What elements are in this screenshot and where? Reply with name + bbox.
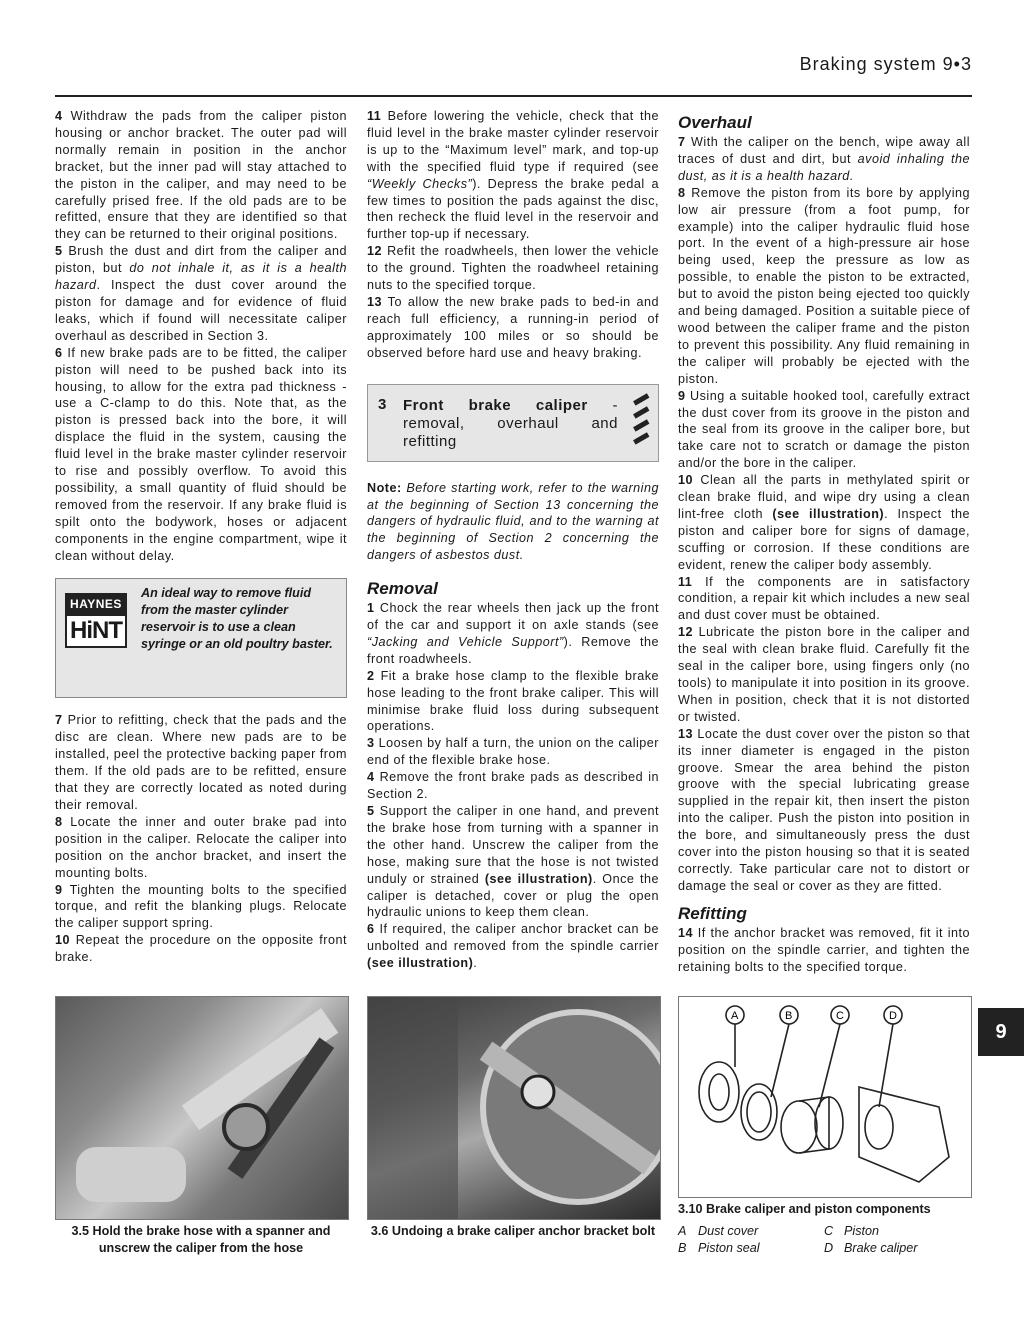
overhaul-step-10: 10 Clean all the parts in methylated spirit or clean brake fluid, and wipe dry using a clean lint-free cloth (see illustration). Inspect the piston and caliper bore for signs of damage, scuffing or corrosion. If these conditions are evident, renew the caliper body assembly. xyxy=(678,473,971,572)
removal-step-6: 6 If required, the caliper anchor bracket can be unbolted and removed from the spindle carrier (see illustration). xyxy=(367,922,660,971)
label-c: C xyxy=(836,1010,844,1022)
legend-item: A Dust cover xyxy=(678,1224,759,1238)
step-11: 11 Before lowering the vehicle, check that the fluid level in the brake master cylinder reservoir is up to the “Maximum level” mark, and top-up with the specified fluid type if required (see “Weekly Checks”). Depress the brake pedal a few times to position the pads against the disc, then recheck the fluid level in the reservoir and further top-up if necessary. xyxy=(367,109,660,242)
step-4: 4 Withdraw the pads from the caliper piston housing or anchor bracket. The outer pad will normally remain in position in the anchor bracket, but the inner pad will stay attached to the piston in the caliper, and may need to be carefully prised free. If the old pads are to be refitted, ensure that they are identified so that they can be returned to their original positions. xyxy=(55,109,347,242)
legend-row xyxy=(678,1240,970,1257)
removal-step-2: 2 Fit a brake hose clamp to the flexible brake hose leading to the front brake caliper. This will minimise brake fluid loss during subsequent operations. xyxy=(367,668,660,734)
difficulty-spanner-icon xyxy=(630,391,652,453)
figure-caption-3-6: 3.6 Undoing a brake caliper anchor bracket bolt xyxy=(370,1224,656,1238)
diagram-caliper-components xyxy=(678,996,972,1198)
label-a: A xyxy=(731,1010,739,1022)
hint-text: An ideal way to remove fluid from the master cylinder reservoir is to use a clean syringe or an old poultry baster. xyxy=(141,586,333,652)
column-2 xyxy=(367,108,659,972)
overhaul-step-9: 9 Using a suitable hooked tool, carefully extract the dust cover from its groove in the piston and the seal from its groove in the caliper bore, but take care not to scratch or damage the piston and/or the bore in the caliper. xyxy=(678,388,970,471)
haynes-hint-logo: HAYNES HiNT xyxy=(65,593,127,648)
section-title: Front brake caliper - removal, overhaul and refitting xyxy=(403,396,618,450)
overhaul-heading: Overhaul xyxy=(678,113,752,132)
photo-illustration xyxy=(56,997,348,1219)
figure-caption-3-5: 3.5 Hold the brake hose with a spanner and unscrew the caliper from the hose xyxy=(71,1224,331,1255)
refitting-step-14: 14 If the anchor bracket was removed, fit it into position on the spindle carrier, and tighten the retaining bolts to the specified torque. xyxy=(678,925,971,974)
overhaul-step-11: 11 If the components are in satisfactory condition, a repair kit which includes a new seal and dust cover must be obtained. xyxy=(678,574,970,623)
column-3 xyxy=(678,112,970,976)
haynes-hint-box xyxy=(55,578,347,698)
page-header-title: Braking system 9•3 xyxy=(799,54,972,74)
step-9: 9 Tighten the mounting bolts to the specified torque, and refit the blanking plugs. Relocate the caliper support spring. xyxy=(55,882,347,931)
overhaul-step-8: 8 Remove the piston from its bore by applying low air pressure (from a foot pump, for example) into the caliper hydraulic fluid hose port. In the event of a high-pressure air hose being used, keep the pressure as low as possible, to enable the piston to be extracted, but to avoid the piston being ejected too quickly and being damaged. Position a suitable piece of wood between the caliper frame and the piston to prevent this possibility. Any fluid remaining in the caliper will probably be ejected with the piston. xyxy=(678,185,971,386)
step-12: 12 Refit the roadwheels, then lower the vehicle to the ground. Tighten the roadwheel retaining nuts to the specified torque. xyxy=(367,244,660,293)
legend-item: D Brake caliper xyxy=(824,1241,918,1255)
step-10: 10 Repeat the procedure on the opposite front brake. xyxy=(55,933,348,965)
step-5: 5 Brush the dust and dirt from the caliper and piston, but do not inhale it, as it is a health hazard. Inspect the dust cover around the piston for damage and for evidence of fluid leaks, which if found will necessitate caliper overhaul as described in Section 3. xyxy=(55,244,348,343)
section-heading-box xyxy=(367,384,659,462)
photo-anchor-bracket-bolt xyxy=(367,996,661,1220)
section-number: 3 xyxy=(378,395,387,413)
removal-step-5: 5 Support the caliper in one hand, and prevent the brake hose from turning with a spanner in the other hand. Unscrew the caliper from the hose, making sure that the hose is not twisted unduly or strained (see illustration). Once the caliper is detached, cover or plug the open hydraulic unions to keep them clean. xyxy=(367,804,660,920)
legend-item: C Piston xyxy=(824,1224,880,1238)
components-diagram xyxy=(679,997,971,1197)
overhaul-step-12: 12 Lubricate the piston bore in the caliper and the seal with clean brake fluid. Carefully fit the seal in the caliper bore, using fingers only (no tools) to manipulate it into position in its groove. When in position, check that it is not distorted or twisted. xyxy=(678,625,971,724)
photo-illustration xyxy=(368,997,660,1219)
step-7: 7 Prior to refitting, check that the pads and the disc are clean. Where new pads are to be installed, peel the protective backing paper from them. If the old pads are to be refitted, ensure that they are correctly located as noted during their removal. xyxy=(55,713,348,812)
removal-step-4: 4 Remove the front brake pads as described in Section 2. xyxy=(367,770,659,802)
refitting-heading: Refitting xyxy=(678,903,747,923)
step-8: 8 Locate the inner and outer brake pad into position in the caliper. Relocate the caliper into position on the anchor bracket, and insert the mounting bolts. xyxy=(55,814,347,880)
removal-heading: Removal xyxy=(367,579,438,599)
step-6: 6 If new brake pads are to be fitted, the caliper piston will need to be pushed back into its housing, to allow for the extra pad thickness - use a C-clamp to do this. Note that, as the piston is pressed back into the bore, it will displace the fluid in the system, causing the fluid level in the brake master cylinder reservoir to rise and possibly overflow. To avoid this possibility, a small quantity of fluid should be removed from the reservoir. If any brake fluid is spilt onto the bodywork, hoses or adjacent components in the engine compartment, wipe it clean without delay. xyxy=(55,345,348,563)
chapter-tab: 9 xyxy=(978,1008,1024,1056)
figure-caption-3-10: 3.10 Brake caliper and piston components xyxy=(678,1202,931,1216)
header-rule xyxy=(55,95,972,97)
note: Note: Before starting work, refer to the warning at the beginning of Section 13 concerning the dangers of hydraulic fluid, and to the warning at the beginning of Section 2 concerning the dangers of asbestos dust. xyxy=(367,480,659,563)
legend-row xyxy=(678,1223,970,1240)
overhaul-step-13: 13 Locate the dust cover over the piston so that its inner diameter is engaged in the piston groove. Smear the area behind the piston groove with the special lubricating grease supplied in the repair kit, then insert the piston into the caliper. Push the piston into position in the bore, and simultaneously press the dust cover into the piston housing so that it is seated correctly. Take particular care not to distort or damage the seal or cover as they are fitted. xyxy=(678,726,970,893)
label-d: D xyxy=(889,1010,897,1022)
label-b: B xyxy=(785,1010,793,1022)
step-13: 13 To allow the new brake pads to bed-in and reach full efficiency, a running-in period of approximately 100 miles or so should be observed before hard use and heavy braking. xyxy=(367,294,659,360)
legend-item: B Piston seal xyxy=(678,1241,760,1255)
overhaul-step-7: 7 With the caliper on the bench, wipe away all traces of dust and dirt, but avoid inhaling the dust, as it is a health hazard. xyxy=(678,135,971,183)
photo-spanner-on-brake-hose xyxy=(55,996,349,1220)
figure-legend xyxy=(678,1223,970,1257)
removal-step-3: 3 Loosen by half a turn, the union on the caliper end of the flexible brake hose. xyxy=(367,736,660,768)
column-1 xyxy=(55,108,347,966)
removal-step-1: 1 Chock the rear wheels then jack up the front of the car and support it on axle stands (see “Jacking and Vehicle Support”). Remove the front roadwheels. xyxy=(367,601,660,666)
